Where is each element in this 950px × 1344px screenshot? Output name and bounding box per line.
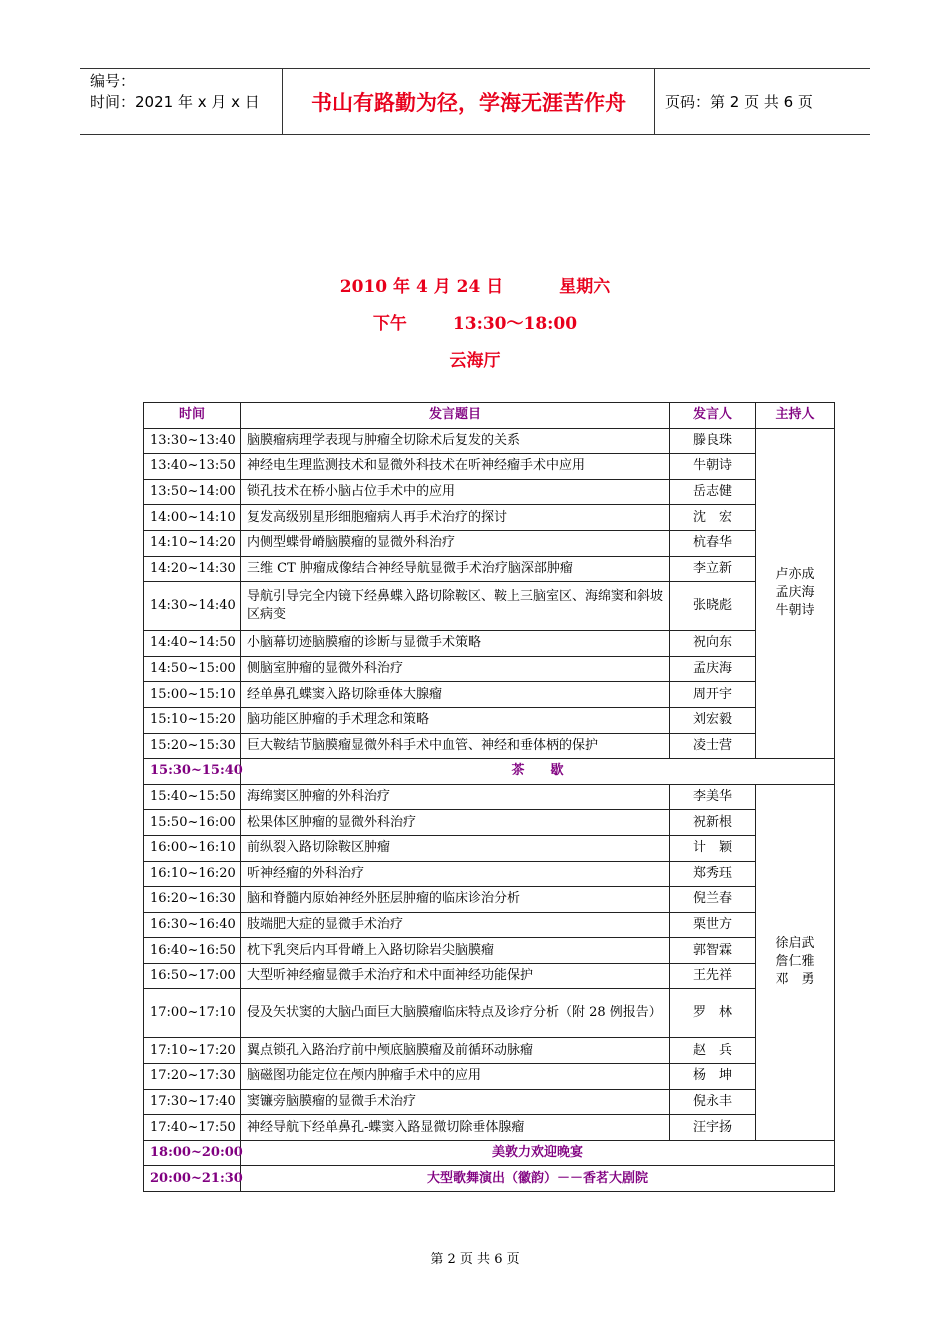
header-topic: 发言题目 — [241, 403, 670, 429]
event-label-cell: 大型歌舞演出（徽韵）－－香茗大剧院 — [241, 1166, 835, 1192]
time-cell: 13:50~14:00 — [144, 479, 241, 505]
speaker-cell: 赵 兵 — [670, 1038, 756, 1064]
time-cell: 16:50~17:00 — [144, 963, 241, 989]
period-title — [0, 309, 950, 334]
topic-cell: 神经导航下经单鼻孔-蝶窦入路显微切除垂体腺瘤 — [241, 1115, 670, 1141]
topic-cell: 神经电生理监测技术和显微外科技术在听神经瘤手术中应用 — [241, 454, 670, 480]
table-row — [144, 1089, 835, 1115]
speaker-cell: 刘宏毅 — [670, 707, 756, 733]
table-row — [144, 656, 835, 682]
speaker-cell: 岳志健 — [670, 479, 756, 505]
table-row — [144, 938, 835, 964]
topic-cell: 松果体区肿瘤的显微外科治疗 — [241, 810, 670, 836]
date-title — [0, 272, 950, 297]
table-row — [144, 505, 835, 531]
schedule-body — [144, 428, 835, 1191]
speaker-cell: 栗世方 — [670, 912, 756, 938]
table-row — [144, 963, 835, 989]
table-row — [144, 428, 835, 454]
time-cell: 15:50~16:00 — [144, 810, 241, 836]
time-cell: 15:20~15:30 — [144, 733, 241, 759]
table-row — [144, 582, 835, 631]
table-row — [144, 556, 835, 582]
table-row — [144, 861, 835, 887]
host-name: 詹仁雅 — [775, 954, 815, 970]
date-text: 2010 年 4 月 24 日 — [339, 277, 504, 297]
speaker-cell: 王先祥 — [670, 963, 756, 989]
time-cell: 17:00~17:10 — [144, 989, 241, 1038]
speaker-cell: 滕良珠 — [670, 428, 756, 454]
topic-cell: 前纵裂入路切除鞍区肿瘤 — [241, 835, 670, 861]
time-cell: 17:20~17:30 — [144, 1064, 241, 1090]
number-label: 编号： — [90, 72, 136, 90]
time-cell: 14:30~14:40 — [144, 582, 241, 631]
speaker-cell: 周开宇 — [670, 682, 756, 708]
host-cell — [756, 428, 835, 759]
time-cell: 16:20~16:30 — [144, 887, 241, 913]
topic-cell: 小脑幕切迹脑膜瘤的诊断与显微手术策略 — [241, 631, 670, 657]
host-name: 邓 勇 — [775, 972, 815, 988]
page-footer: 第 2 页 共 6 页 — [430, 1252, 520, 1267]
topic-cell: 锁孔技术在桥小脑占位手术中的应用 — [241, 479, 670, 505]
table-row — [144, 1064, 835, 1090]
table-header-row — [144, 403, 835, 429]
host-name: 卢亦成 — [775, 567, 815, 583]
table-row — [144, 1038, 835, 1064]
topic-cell: 内侧型蝶骨嵴脑膜瘤的显微外科治疗 — [241, 530, 670, 556]
topic-cell: 海绵窦区肿瘤的外科治疗 — [241, 784, 670, 810]
period-text: 下午 — [372, 314, 407, 334]
speaker-cell: 凌士营 — [670, 733, 756, 759]
speaker-cell: 倪兰春 — [670, 887, 756, 913]
speaker-cell: 倪永丰 — [670, 1089, 756, 1115]
speaker-cell: 郑秀珏 — [670, 861, 756, 887]
speaker-cell: 孟庆海 — [670, 656, 756, 682]
event-time-cell: 18:00~20:00 — [144, 1140, 241, 1166]
speaker-cell: 李美华 — [670, 784, 756, 810]
header-speaker: 发言人 — [670, 403, 756, 429]
header-host: 主持人 — [756, 403, 835, 429]
break-label-cell: 茶 歇 — [241, 759, 835, 785]
topic-cell: 听神经瘤的外科治疗 — [241, 861, 670, 887]
topic-cell: 窦镰旁脑膜瘤的显微手术治疗 — [241, 1089, 670, 1115]
time-cell: 13:30~13:40 — [144, 428, 241, 454]
table-row — [144, 682, 835, 708]
event-label-cell: 美敦力欢迎晚宴 — [241, 1140, 835, 1166]
header-page-label: 页码：第 2 页 共 6 页 — [665, 93, 813, 111]
header-meta — [80, 69, 283, 134]
header-time: 时间 — [144, 403, 241, 429]
schedule-table — [143, 402, 835, 1192]
time-cell: 14:20~14:30 — [144, 556, 241, 582]
speaker-cell: 祝新根 — [670, 810, 756, 836]
topic-cell: 翼点锁孔入路治疗前中颅底脑膜瘤及前循环动脉瘤 — [241, 1038, 670, 1064]
table-row — [144, 887, 835, 913]
speaker-cell: 杨 坤 — [670, 1064, 756, 1090]
topic-cell: 脑和脊髓内原始神经外胚层肿瘤的临床诊治分析 — [241, 887, 670, 913]
speaker-cell: 张晓彪 — [670, 582, 756, 631]
time-cell: 14:40~14:50 — [144, 631, 241, 657]
table-row — [144, 707, 835, 733]
break-row — [144, 759, 835, 785]
host-cell — [756, 784, 835, 1140]
time-cell: 17:30~17:40 — [144, 1089, 241, 1115]
table-row — [144, 784, 835, 810]
time-cell: 14:50~15:00 — [144, 656, 241, 682]
time-cell: 16:30~16:40 — [144, 912, 241, 938]
time-cell: 13:40~13:50 — [144, 454, 241, 480]
table-row — [144, 733, 835, 759]
speaker-cell: 沈 宏 — [670, 505, 756, 531]
venue-title: 云海厅 — [449, 351, 501, 371]
table-row — [144, 989, 835, 1038]
table-row — [144, 530, 835, 556]
time-cell: 15:40~15:50 — [144, 784, 241, 810]
topic-cell: 脑膜瘤病理学表现与肿瘤全切除术后复发的关系 — [241, 428, 670, 454]
time-cell: 14:00~14:10 — [144, 505, 241, 531]
topic-cell: 枕下乳突后内耳骨嵴上入路切除岩尖脑膜瘤 — [241, 938, 670, 964]
topic-cell: 复发高级别星形细胞瘤病人再手术治疗的探讨 — [241, 505, 670, 531]
time-cell: 17:40~17:50 — [144, 1115, 241, 1141]
document-header — [80, 68, 870, 135]
event-row — [144, 1140, 835, 1166]
table-row — [144, 631, 835, 657]
time-cell: 15:00~15:10 — [144, 682, 241, 708]
speaker-cell: 汪宇扬 — [670, 1115, 756, 1141]
time-cell: 16:40~16:50 — [144, 938, 241, 964]
topic-cell: 脑磁图功能定位在颅内肿瘤手术中的应用 — [241, 1064, 670, 1090]
table-row — [144, 835, 835, 861]
speaker-cell: 郭智霖 — [670, 938, 756, 964]
time-label: 时间：2021 年 x 月 x 日 — [90, 93, 260, 111]
topic-cell: 大型听神经瘤显微手术治疗和术中面神经功能保护 — [241, 963, 670, 989]
time-cell: 17:10~17:20 — [144, 1038, 241, 1064]
table-row — [144, 1115, 835, 1141]
table-row — [144, 912, 835, 938]
table-row — [144, 479, 835, 505]
topic-cell: 经单鼻孔蝶窦入路切除垂体大腺瘤 — [241, 682, 670, 708]
topic-cell: 肢端肥大症的显微手术治疗 — [241, 912, 670, 938]
speaker-cell: 牛朝诗 — [670, 454, 756, 480]
time-cell: 16:00~16:10 — [144, 835, 241, 861]
table-row — [144, 454, 835, 480]
speaker-cell: 罗 林 — [670, 989, 756, 1038]
table-row — [144, 810, 835, 836]
break-time-cell: 15:30~15:40 — [144, 759, 241, 785]
topic-cell: 侧脑室肿瘤的显微外科治疗 — [241, 656, 670, 682]
time-cell: 14:10~14:20 — [144, 530, 241, 556]
host-name: 孟庆海 — [775, 585, 815, 601]
host-name: 牛朝诗 — [775, 603, 815, 619]
speaker-cell: 杭春华 — [670, 530, 756, 556]
time-cell: 15:10~15:20 — [144, 707, 241, 733]
topic-cell: 脑功能区肿瘤的手术理念和策略 — [241, 707, 670, 733]
topic-cell: 侵及矢状窦的大脑凸面巨大脑膜瘤临床特点及诊疗分析（附 28 例报告） — [241, 989, 670, 1038]
header-motto: 书山有路勤为径，学海无涯苦作舟 — [283, 69, 655, 134]
speaker-cell: 李立新 — [670, 556, 756, 582]
event-row — [144, 1166, 835, 1192]
host-name: 徐启武 — [775, 936, 815, 952]
topic-cell: 巨大鞍结节脑膜瘤显微外科手术中血管、神经和垂体柄的保护 — [241, 733, 670, 759]
event-time-cell: 20:00~21:30 — [144, 1166, 241, 1192]
time-cell: 16:10~16:20 — [144, 861, 241, 887]
weekday-text: 星期六 — [559, 277, 611, 297]
time-range-text: 13:30～18:00 — [452, 314, 578, 334]
speaker-cell: 计 颖 — [670, 835, 756, 861]
speaker-cell: 祝向东 — [670, 631, 756, 657]
topic-cell: 三维 CT 肿瘤成像结合神经导航显微手术治疗脑深部肿瘤 — [241, 556, 670, 582]
topic-cell: 导航引导完全内镜下经鼻蝶入路切除鞍区、鞍上三脑室区、海绵窦和斜坡区病变 — [241, 582, 670, 631]
